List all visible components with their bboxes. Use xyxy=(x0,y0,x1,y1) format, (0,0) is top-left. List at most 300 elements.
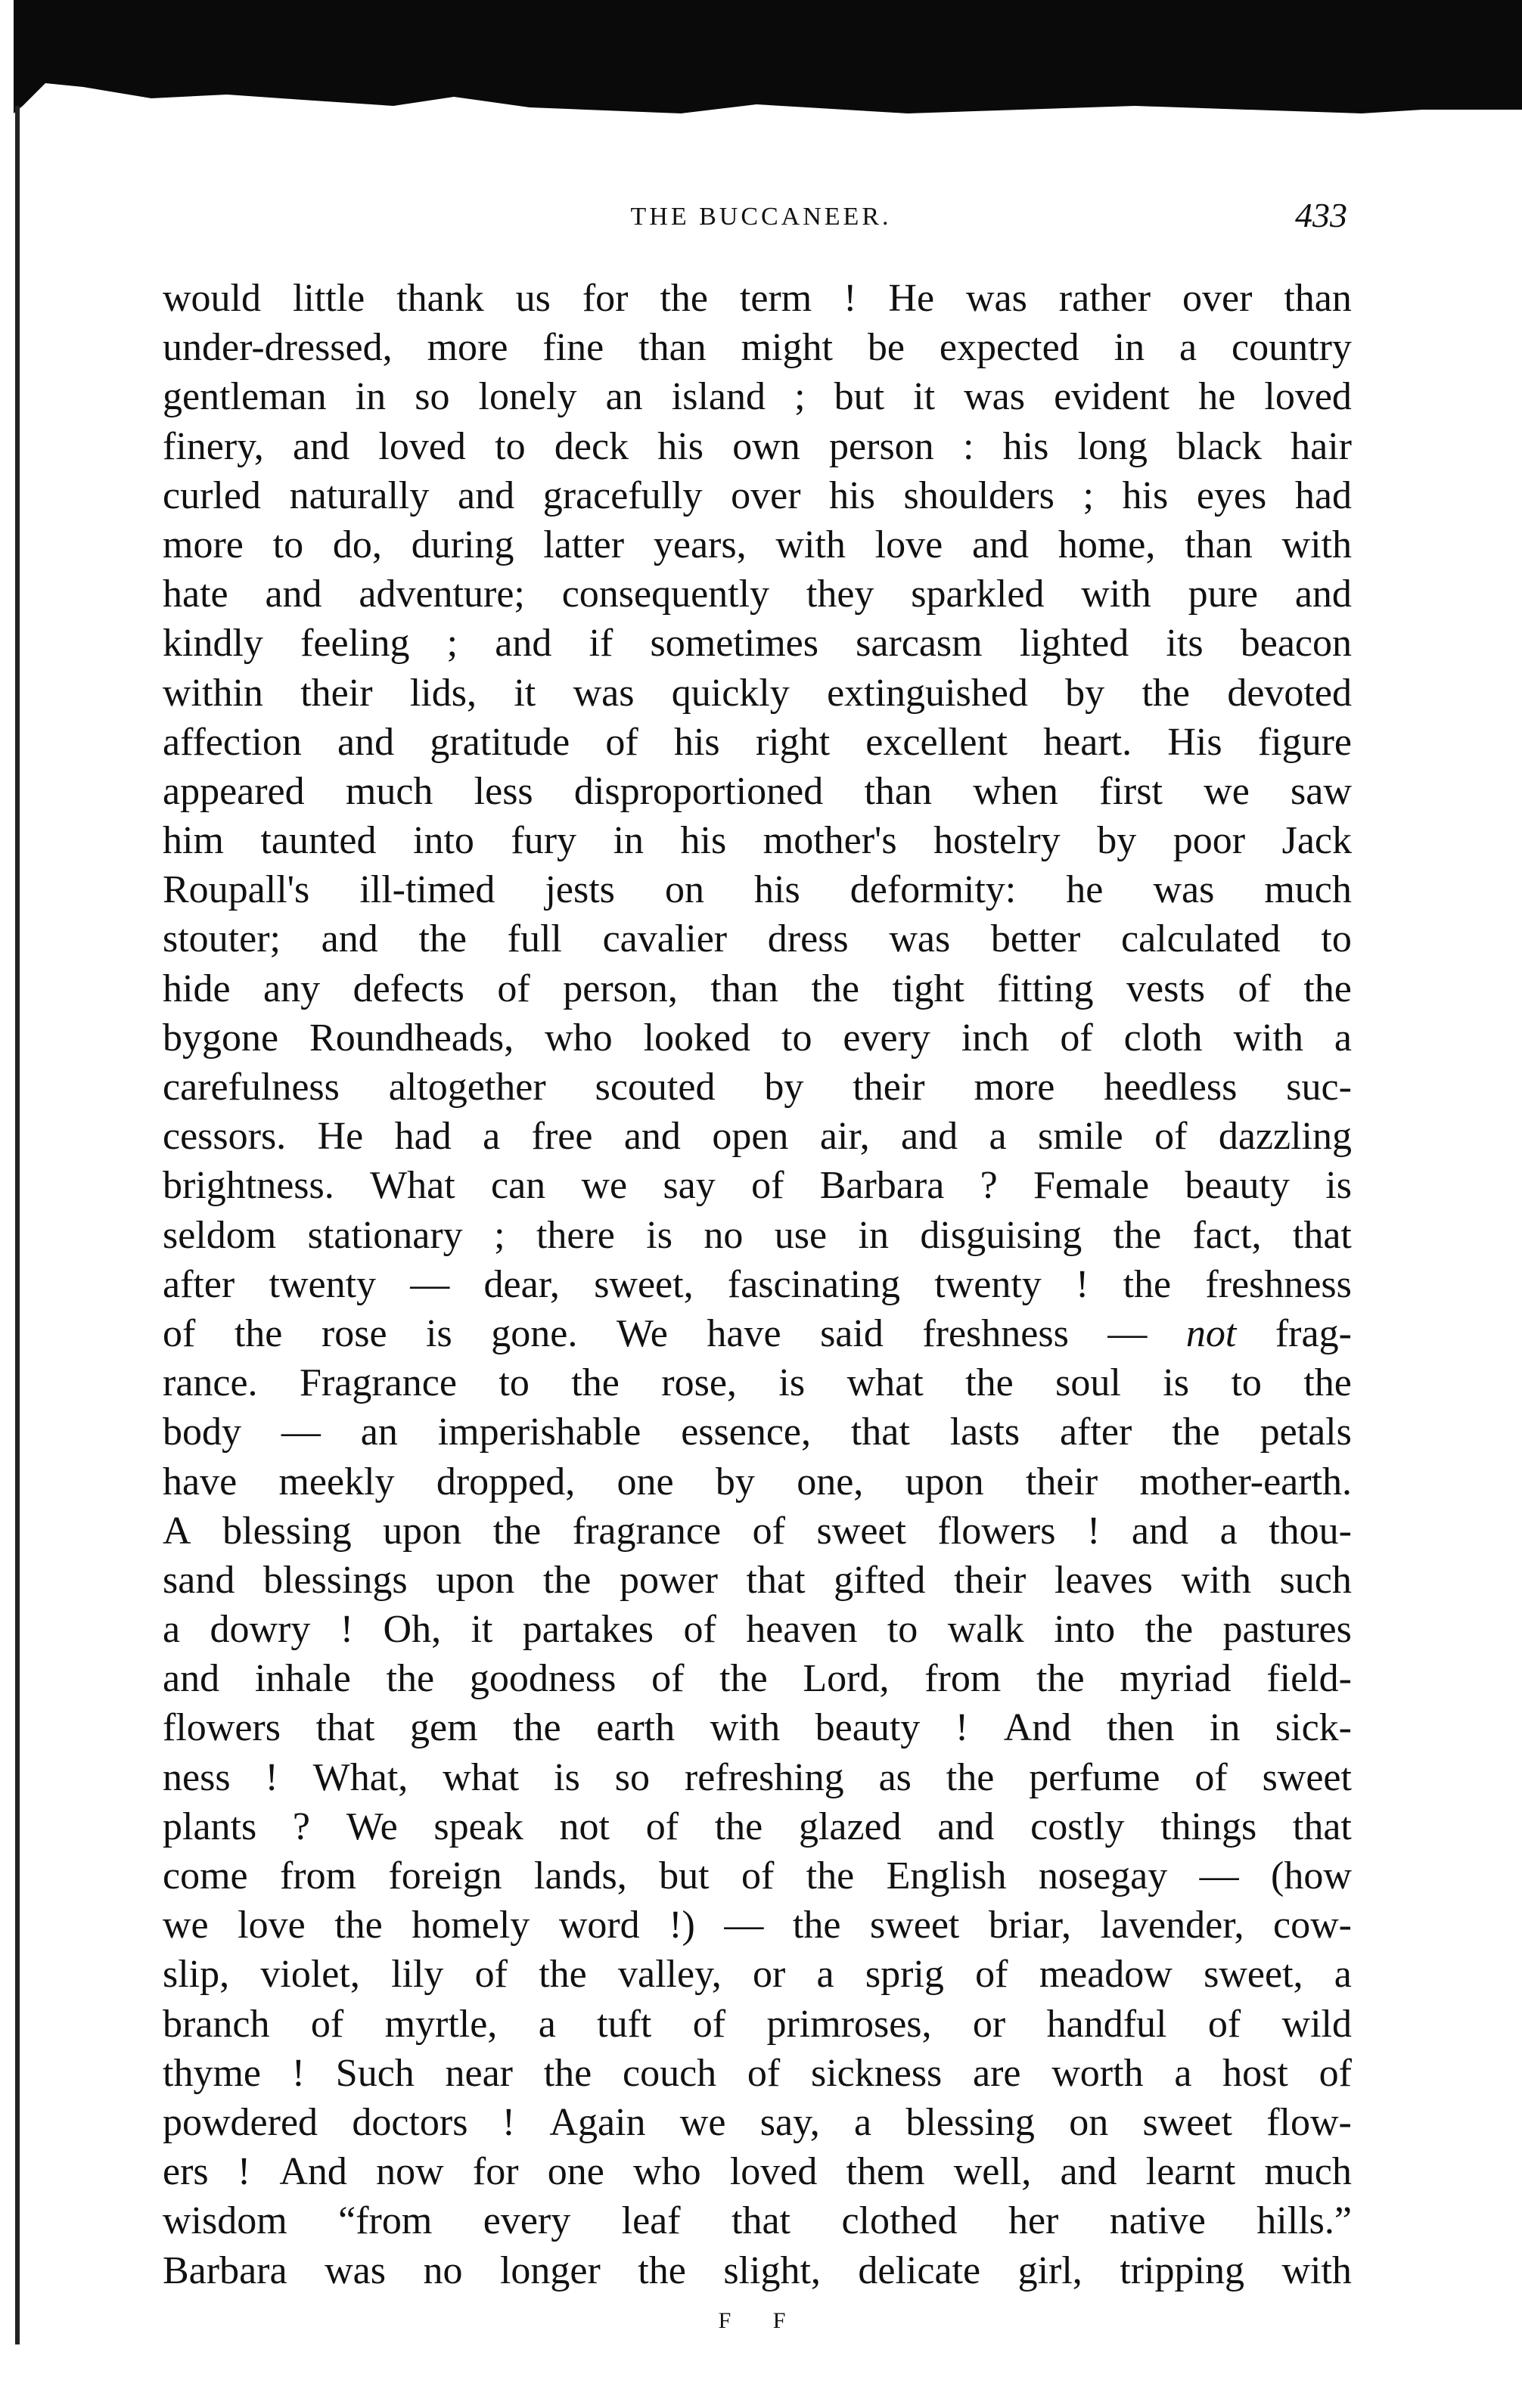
word: ! xyxy=(265,1755,278,1799)
word: disproportioned xyxy=(573,769,824,813)
word: the xyxy=(638,2248,686,2292)
word: from xyxy=(924,1657,1002,1701)
word: Fragrance xyxy=(300,1361,457,1405)
word: to xyxy=(887,1608,918,1652)
text-line xyxy=(163,914,1352,964)
word: but xyxy=(834,375,885,419)
word: sweet, xyxy=(594,1262,694,1306)
word: stouter; xyxy=(163,917,281,961)
word: of xyxy=(1194,1755,1228,1799)
word: sand xyxy=(163,1558,235,1602)
word: his xyxy=(1002,424,1049,468)
word: ! xyxy=(237,2150,251,2194)
word: it xyxy=(913,375,936,419)
word: a xyxy=(483,1115,501,1159)
word: much xyxy=(1264,868,1352,912)
word: and xyxy=(1060,2150,1117,2194)
word: upon xyxy=(383,1509,462,1553)
word: sick- xyxy=(1275,1706,1352,1750)
word: then xyxy=(1106,1706,1175,1750)
word: of xyxy=(1060,1016,1093,1060)
word: a xyxy=(989,1115,1007,1159)
word: we xyxy=(163,1904,209,1947)
word: we xyxy=(679,2100,726,2144)
word: tuft xyxy=(597,2002,652,2046)
word: their xyxy=(1025,1460,1098,1503)
text-line xyxy=(163,669,1352,718)
word: him xyxy=(163,819,224,863)
word: Roupall's xyxy=(163,868,310,912)
word: things xyxy=(1160,1804,1257,1848)
word: flow- xyxy=(1266,2100,1352,2144)
word: of xyxy=(692,2002,726,2046)
text-line xyxy=(163,1703,1352,1752)
word: dazzling xyxy=(1218,1115,1352,1159)
word: Barbara xyxy=(819,1164,945,1208)
text-line xyxy=(163,1457,1352,1507)
word: saw xyxy=(1291,769,1352,813)
word: sometimes xyxy=(650,622,818,666)
word: cavalier xyxy=(602,917,728,961)
word: there xyxy=(536,1213,615,1257)
word: within xyxy=(163,671,263,715)
word: of xyxy=(1207,2002,1241,2046)
word: a xyxy=(163,1608,181,1652)
word: the xyxy=(492,1509,542,1553)
text-line xyxy=(163,619,1352,668)
word: as xyxy=(878,1755,912,1799)
word: love xyxy=(874,523,943,566)
word: of xyxy=(474,1953,508,1997)
word: the xyxy=(1303,1361,1352,1405)
word: dropped, xyxy=(436,1460,576,1503)
word: would xyxy=(163,277,261,320)
word: feeling xyxy=(300,622,410,666)
word: sarcasm xyxy=(856,622,983,666)
word: that xyxy=(731,2199,791,2243)
word: not xyxy=(1185,1311,1237,1355)
text-line xyxy=(163,1605,1352,1654)
word: — xyxy=(410,1262,450,1306)
word: meadow xyxy=(1039,1953,1173,1997)
word: freshness xyxy=(922,1311,1069,1355)
word: on xyxy=(664,868,704,912)
word: Again xyxy=(549,2100,646,2144)
word: than xyxy=(638,326,707,370)
word: and xyxy=(623,1115,681,1159)
text-line xyxy=(163,2147,1352,2196)
word: blessings xyxy=(262,1558,408,1602)
word: much xyxy=(1264,2150,1352,2194)
word: term xyxy=(739,277,812,320)
word: that xyxy=(746,1558,806,1602)
word: in xyxy=(355,375,387,419)
word: long xyxy=(1077,424,1148,468)
word: the xyxy=(1145,1608,1194,1652)
word: was xyxy=(573,671,635,715)
word: black xyxy=(1176,424,1262,468)
word: than xyxy=(710,967,778,1010)
word: We xyxy=(616,1311,668,1355)
word: Roundheads, xyxy=(309,1016,514,1060)
word: hills.” xyxy=(1256,2199,1352,2243)
word: his xyxy=(657,424,704,468)
word: every xyxy=(843,1016,930,1060)
word: and xyxy=(337,720,395,764)
word: hostelry xyxy=(933,819,1061,863)
word: valley, xyxy=(618,1953,722,1997)
word: powdered xyxy=(163,2100,318,2144)
word: said xyxy=(820,1311,884,1355)
word: of xyxy=(310,2002,344,2046)
word: of xyxy=(747,2051,781,2095)
word: longer xyxy=(499,2248,601,2292)
text-line xyxy=(163,964,1352,1013)
word: is xyxy=(426,1311,452,1355)
word: into xyxy=(1054,1608,1116,1652)
word: handful xyxy=(1046,2002,1167,2046)
word: stationary xyxy=(307,1213,463,1257)
word: learnt xyxy=(1145,2150,1236,2194)
word: hide xyxy=(163,967,231,1010)
word: with xyxy=(1181,1558,1251,1602)
word: with xyxy=(710,1706,781,1750)
word: mother-earth. xyxy=(1139,1460,1352,1503)
text-line xyxy=(163,569,1352,619)
word: Female xyxy=(1033,1164,1150,1208)
word: the xyxy=(1142,671,1191,715)
word: lily xyxy=(391,1953,444,1997)
word: less xyxy=(474,769,533,813)
word: foreign xyxy=(388,1854,502,1898)
word: suc- xyxy=(1286,1066,1352,1109)
word: fine xyxy=(542,326,604,370)
word: seldom xyxy=(163,1213,277,1257)
word: for xyxy=(472,2150,519,2194)
word: so xyxy=(415,375,450,419)
word: or xyxy=(752,1953,786,1997)
word: thank xyxy=(396,277,484,320)
word: the xyxy=(719,1657,768,1701)
word: carefulness xyxy=(163,1066,340,1109)
word: was xyxy=(325,2248,386,2292)
word: an xyxy=(360,1410,398,1454)
word: what xyxy=(443,1755,520,1799)
word: kindly xyxy=(163,622,263,666)
word: for xyxy=(582,277,629,320)
word: we xyxy=(581,1164,628,1208)
word: years, xyxy=(653,523,747,566)
word: perfume xyxy=(1029,1755,1160,1799)
word: more xyxy=(163,523,244,566)
word: looked xyxy=(643,1016,751,1060)
word: ? xyxy=(292,1804,311,1848)
word: and xyxy=(901,1115,958,1159)
word: after xyxy=(1060,1410,1132,1454)
text-line xyxy=(163,1309,1352,1358)
word: that xyxy=(850,1410,910,1454)
text-line xyxy=(163,520,1352,569)
word: and xyxy=(163,1657,220,1701)
word: devoted xyxy=(1227,671,1352,715)
word: the xyxy=(1172,1410,1220,1454)
word: cessors. xyxy=(163,1115,287,1159)
word: We xyxy=(346,1804,398,1848)
word: freshness xyxy=(1205,1262,1352,1306)
word: by xyxy=(715,1460,755,1503)
word: ; xyxy=(1082,473,1094,517)
word: thyme xyxy=(163,2051,261,2095)
word: !) xyxy=(669,1904,695,1947)
word: ; xyxy=(794,375,806,419)
word: a xyxy=(1219,1509,1238,1553)
word: consequently xyxy=(561,573,770,616)
word: better xyxy=(990,917,1081,961)
word: loved xyxy=(378,424,466,468)
text-line xyxy=(163,323,1352,372)
word: island xyxy=(671,375,766,419)
word: their xyxy=(853,1066,925,1109)
word: by xyxy=(764,1066,804,1109)
word: such xyxy=(1279,1558,1352,1602)
word: cow- xyxy=(1272,1904,1352,1947)
word: who xyxy=(633,2150,701,2194)
word: are xyxy=(973,2051,1021,2095)
text-line xyxy=(163,816,1352,865)
word: the xyxy=(806,1854,855,1898)
word: his xyxy=(680,819,727,863)
word: lonely xyxy=(478,375,577,419)
text-line xyxy=(163,1556,1352,1605)
word: doctors xyxy=(352,2100,468,2144)
word: disguising xyxy=(920,1213,1082,1257)
text-line xyxy=(163,1851,1352,1901)
word: He xyxy=(317,1115,364,1159)
word: upon xyxy=(905,1460,984,1503)
word: leaf xyxy=(621,2199,681,2243)
word: his xyxy=(673,720,720,764)
word: than xyxy=(864,769,932,813)
word: flowers xyxy=(163,1706,281,1750)
word: of xyxy=(645,1804,679,1848)
word: clothed xyxy=(841,2199,958,2243)
word: shoulders xyxy=(903,473,1055,517)
word: excellent xyxy=(865,720,1008,764)
word: poor xyxy=(1173,819,1246,863)
word: person, xyxy=(563,967,678,1010)
word: walk xyxy=(947,1608,1024,1652)
word: if xyxy=(589,622,613,666)
word: well, xyxy=(953,2150,1032,2194)
word: rose, xyxy=(661,1361,737,1405)
word: had xyxy=(1294,473,1352,517)
word: beacon xyxy=(1240,622,1352,666)
word: the xyxy=(792,1904,841,1947)
word: her xyxy=(1008,2199,1059,2243)
word: air, xyxy=(819,1115,870,1159)
word: the xyxy=(539,1953,587,1997)
word: primroses, xyxy=(766,2002,932,2046)
word: the xyxy=(946,1755,995,1799)
word: own xyxy=(732,424,800,468)
word: field- xyxy=(1266,1657,1352,1701)
word: them xyxy=(846,2150,925,2194)
word: and xyxy=(458,473,515,517)
word: sweet, xyxy=(1204,1953,1303,1997)
word: plants xyxy=(163,1804,257,1848)
word: cloth xyxy=(1123,1016,1203,1060)
text-line xyxy=(163,1802,1352,1851)
word: was xyxy=(965,277,1027,320)
word: country xyxy=(1232,326,1352,370)
word: the xyxy=(1123,1262,1172,1306)
word: — xyxy=(1107,1311,1148,1355)
word: in xyxy=(1209,1706,1241,1750)
word: English xyxy=(886,1854,1007,1898)
word: His xyxy=(1167,720,1222,764)
word: sickness xyxy=(810,2051,943,2095)
word: sprig xyxy=(865,1953,944,1997)
word: from xyxy=(279,1854,357,1898)
word: to xyxy=(781,1016,812,1060)
word: figure xyxy=(1257,720,1352,764)
word: quickly xyxy=(671,671,790,715)
word: ; xyxy=(446,622,458,666)
word: loved xyxy=(1264,375,1352,419)
word: gratitude xyxy=(430,720,570,764)
word: into xyxy=(413,819,474,863)
word: bygone xyxy=(163,1016,279,1060)
word: might xyxy=(741,326,833,370)
word: tight xyxy=(892,967,964,1010)
word: be xyxy=(867,326,905,370)
text-line xyxy=(163,1063,1352,1112)
word: the xyxy=(542,1558,592,1602)
word: — xyxy=(724,1904,764,1947)
word: with xyxy=(1233,1016,1303,1060)
word: beauty xyxy=(1185,1164,1290,1208)
word: lands, xyxy=(534,1854,627,1898)
word: “from xyxy=(338,2199,433,2243)
word: finery, xyxy=(163,424,264,468)
word: costly xyxy=(1030,1804,1125,1848)
word: ! xyxy=(1076,1262,1089,1306)
text-line xyxy=(163,372,1352,421)
word: slight, xyxy=(723,2248,821,2292)
word: and xyxy=(971,523,1030,566)
word: lighted xyxy=(1019,622,1129,666)
word: vests xyxy=(1126,967,1205,1010)
word: open xyxy=(712,1115,789,1159)
word: wild xyxy=(1281,2002,1352,2046)
word: mother's xyxy=(763,819,897,863)
word: of xyxy=(741,1854,775,1898)
word: jests xyxy=(545,868,615,912)
word: evident xyxy=(1054,375,1170,419)
word: free xyxy=(531,1115,593,1159)
word: and xyxy=(293,424,350,468)
word: extinguished xyxy=(827,671,1028,715)
word: meekly xyxy=(278,1460,395,1503)
word: — xyxy=(281,1410,321,1454)
word: delicate xyxy=(858,2248,981,2292)
word: calculated xyxy=(1120,917,1281,961)
word: lids, xyxy=(409,671,477,715)
word: couch xyxy=(623,2051,717,2095)
word: fascinating xyxy=(727,1262,900,1306)
word: he xyxy=(1066,868,1104,912)
word: by xyxy=(1097,819,1137,863)
word: deformity: xyxy=(850,868,1017,912)
word: in xyxy=(613,819,645,863)
word: What xyxy=(370,1164,455,1208)
word: ! xyxy=(291,2051,306,2095)
word: refreshing xyxy=(684,1755,844,1799)
word: it xyxy=(471,1608,493,1652)
word: is xyxy=(554,1755,580,1799)
word: earth xyxy=(596,1706,676,1750)
word: who xyxy=(545,1016,613,1060)
word: to xyxy=(499,1361,530,1405)
body-text xyxy=(163,274,1352,2295)
word: lavender, xyxy=(1100,1904,1244,1947)
word: was xyxy=(889,917,951,961)
word: under-dressed, xyxy=(163,326,393,370)
word: is xyxy=(646,1213,672,1257)
scan-top-dark-edge xyxy=(0,0,1522,129)
word: a xyxy=(1334,1953,1352,1997)
word: Such xyxy=(335,2051,415,2095)
word: of xyxy=(1238,967,1271,1010)
word: Jack xyxy=(1281,819,1352,863)
word: latter xyxy=(543,523,625,566)
word: of xyxy=(752,1509,785,1553)
text-line xyxy=(163,718,1352,767)
word: adventure; xyxy=(359,573,525,616)
word: one, xyxy=(797,1460,864,1503)
word: is xyxy=(1325,1164,1352,1208)
word: and xyxy=(1294,573,1352,616)
word: in xyxy=(858,1213,889,1257)
word: sweet xyxy=(1262,1755,1352,1799)
word: in xyxy=(1114,326,1145,370)
text-line xyxy=(163,1260,1352,1309)
word: to xyxy=(272,523,304,566)
word: naturally xyxy=(289,473,430,517)
word: to xyxy=(1231,1361,1262,1405)
word: native xyxy=(1109,2199,1206,2243)
word: a xyxy=(1179,326,1197,370)
word: briar, xyxy=(988,1904,1071,1947)
word: his xyxy=(829,473,875,517)
word: essence, xyxy=(681,1410,811,1454)
word: with xyxy=(775,523,846,566)
word: when xyxy=(973,769,1058,813)
word: fact, xyxy=(1192,1213,1262,1257)
word: lasts xyxy=(949,1410,1020,1454)
word: soul xyxy=(1055,1361,1121,1405)
scan-left-edge xyxy=(15,106,20,2344)
word: Oh, xyxy=(383,1608,442,1652)
word: to xyxy=(1321,917,1352,961)
word: branch xyxy=(163,2002,270,2046)
word: a xyxy=(1174,2051,1192,2095)
word: pastures xyxy=(1222,1608,1352,1652)
word: first xyxy=(1099,769,1163,813)
word: was xyxy=(964,375,1025,419)
word: over xyxy=(1182,277,1253,320)
word: dowry xyxy=(210,1608,311,1652)
